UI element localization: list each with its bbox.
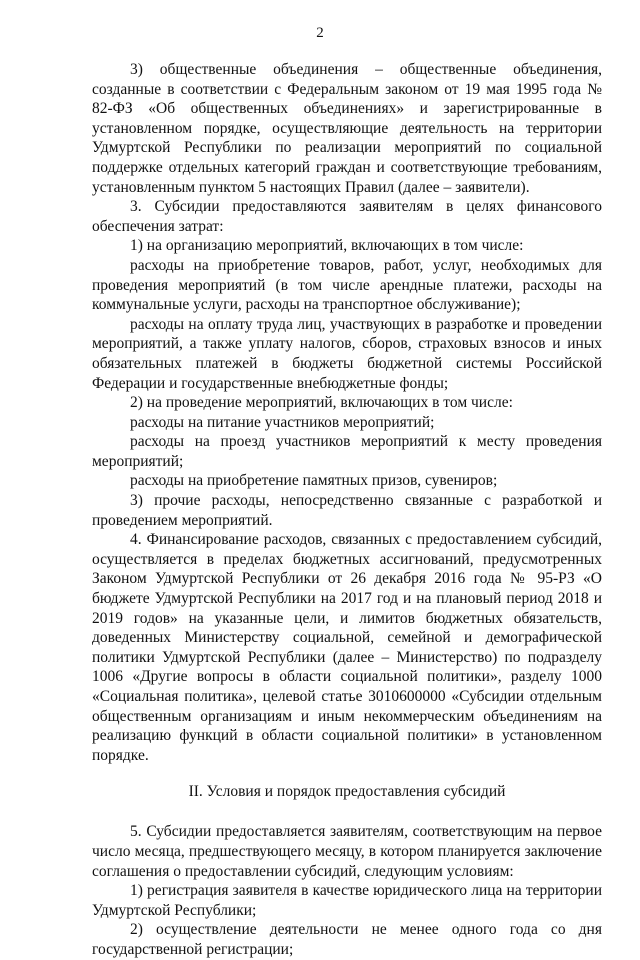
section-heading: II. Условия и порядок предоставления субсидий — [188, 783, 506, 801]
paragraph-organization-events: 1) на организацию мероприятий, включающих в том числе: — [130, 237, 524, 255]
body-text-top — [92, 60, 602, 765]
paragraph-food-expenses: расходы на питание участников мероприятий; — [130, 413, 435, 431]
paragraph-public-associations: 3) общественные объединения – общественные объединения, созданные в соответствии с Федеральным законом от 19 мая 1995 года № 82-ФЗ «Об общественных объединениях» и зарегистрированные в установленном порядке, осуществляющие деятельность на территории Удмуртской Республики по реализации мероприятий по социальной поддержке отдельных категорий граждан и соответствующие требованиям, установленным пунктом 5 настоящих Правил (далее – заявители). — [92, 61, 602, 196]
paragraph-registration: 1) регистрация заявителя в качестве юридического лица на территории Удмуртской Республики; — [92, 882, 602, 919]
paragraph-goods-expenses: расходы на приобретение товаров, работ, услуг, необходимых для проведения мероприятий (в том числе арендные платежи, расходы на коммунальные услуги, расходы на транспортное обслуживание); — [92, 256, 602, 314]
paragraph-holding-events: 2) на проведение мероприятий, включающих в том числе: — [130, 394, 513, 412]
page-number: 2 — [316, 25, 324, 41]
paragraph-financing: 4. Финансирование расходов, связанных с предоставлением субсидий, осуществляется в пределах бюджетных ассигнований, предусмотренных Законом Удмуртской Республики от 26 декабря 2016 года № 95-РЗ «О бюджете Удмуртской Республики на 2017 год и на плановый период 2018 и 2019 годов» на указанные цели, и лимитов бюджетных обязательств, доведенных Министерству социальной, семейной и демографической политики Удмуртской Республики (далее – Министерство) по подразделу 1006 «Другие вопросы в области социальной политики», разделу 1000 «Социальная политика», целевой статье 3010600000 «Субсидии отдельным общественным организациям и иным некоммерческим объединениям на реализацию функций в области социальной политики» в установленном порядке. — [92, 531, 602, 764]
paragraph-other-expenses: 3) прочие расходы, непосредственно связанные с разработкой и проведением мероприятий. — [92, 492, 602, 529]
paragraph-prizes-expenses: расходы на приобретение памятных призов, сувениров; — [130, 472, 498, 490]
paragraph-labor-expenses: расходы на оплату труда лиц, участвующих в разработке и проведении мероприятий, а также уплату налогов, сборов, страховых взносов и иных обязательных платежей в бюджеты бюджетной системы Российской Федерации и государственные внебюджетные фонды; — [92, 315, 602, 392]
body-text-bottom — [92, 822, 602, 959]
paragraph-subsidy-purpose: 3. Субсидии предоставляются заявителям в целях финансового обеспечения затрат: — [92, 198, 602, 235]
paragraph-conditions: 5. Субсидии предоставляется заявителям, соответствующим на первое число месяца, предшествующего месяцу, в котором планируется заключение соглашения о предоставлении субсидий, следующим условиям: — [92, 823, 602, 880]
paragraph-activity-duration: 2) осуществление деятельности не менее одного года со дня государственной регистрации; — [92, 921, 602, 958]
paragraph-travel-expenses: расходы на проезд участников мероприятий к месту проведения мероприятий; — [92, 433, 602, 470]
